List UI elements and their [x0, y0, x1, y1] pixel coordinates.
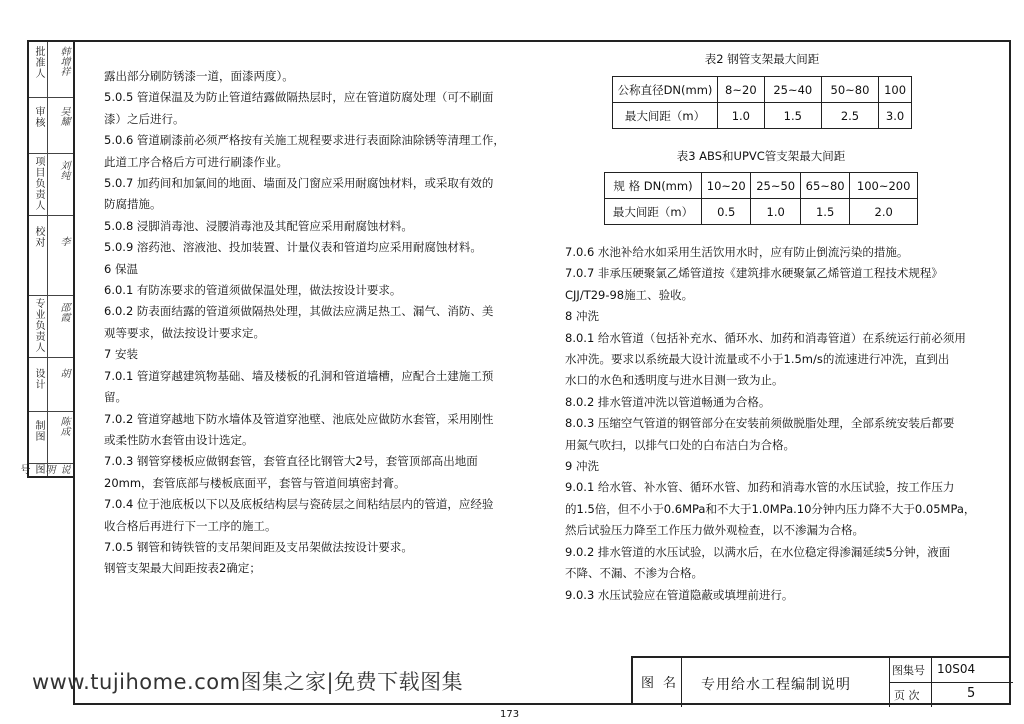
sidebar-row-review [29, 98, 73, 154]
text-line: 9.0.3 水压试验应在管道隐蔽或填埋前进行。 [565, 587, 794, 602]
text-line: 5.0.6 管道刷漆前必须严格按有关施工规程要求进行表面除油除锈等清理工作， [104, 133, 505, 148]
text-line: 此道工序合格后方可进行刷漆作业。 [104, 154, 288, 169]
text-line: 防腐措施。 [104, 197, 162, 212]
page-label: 页 次 [894, 689, 920, 702]
text-line: 不降、不漏、不渗为合格。 [565, 566, 703, 581]
table-cell: 50~80 [821, 77, 878, 103]
table2-header-row [613, 77, 912, 103]
sidebar-row-discipline-lead [29, 296, 73, 358]
table-cell: 8~20 [718, 77, 765, 103]
page-number-box: 5 [967, 686, 976, 701]
sidebar-signature: 说明 [43, 464, 69, 474]
text-line: 7.0.6 水池补给水如采用生活饮用水时，应有防止倒流污染的措施。 [565, 245, 909, 259]
text-line: 漆）之后进行。 [104, 111, 185, 126]
signature-sidebar [18, 40, 73, 478]
table2 [612, 76, 912, 129]
table-cell: 1.0 [718, 103, 765, 129]
table-cell: 100 [879, 77, 912, 103]
table-cell: 最大间距（m） [605, 199, 702, 225]
text-line: 然后试验压力降至工作压力做外观检查，以不渗漏为合格。 [565, 523, 864, 538]
table-cell: 公称直径DN(mm) [613, 77, 718, 103]
text-line: 水口的水色和透明度与进水目测一致为止。 [565, 373, 784, 388]
divider [681, 658, 682, 707]
text-line: 7.0.4 位于池底板以下以及底板结构层与瓷砖层之间粘结层内的管道，应经验 [104, 497, 494, 512]
text-line: 水冲洗。要求以系统最大设计流量或不小于1.5m/s的流速进行冲洗，直到出 [565, 352, 950, 367]
sidebar-signature: 陈成 [58, 416, 69, 436]
sidebar-signature: 胡 [58, 368, 69, 378]
text-line: 7.0.7 非承压硬聚氯乙烯管道按《建筑排水硬聚氯乙烯管道工程技术规程》 [565, 266, 943, 281]
text-line: 8.0.1 给水管道（包括补充水、循环水、加药和消毒管道）在系统运行前必须用 [565, 330, 966, 345]
table3 [604, 172, 918, 225]
text-line: 5.0.7 加药间和加氯间的地面、墙面及门窗应采用耐腐蚀材料，或采取有效的 [104, 176, 494, 191]
table2-value-row [613, 103, 912, 129]
sidebar-label: 专业负责人 [33, 298, 44, 353]
table-cell: 3.0 [879, 103, 912, 129]
sidebar-label: 批准人 [33, 46, 44, 79]
sidebar-label: 设计 [33, 368, 44, 390]
text-line: 钢管支架最大间距按表2确定； [104, 561, 261, 576]
text-line: 6.0.1 有防冻要求的管道须做保温处理，做法按设计要求。 [104, 283, 402, 298]
text-line: 5.0.8 浸脚消毒池、浸腰消毒池及其配管应采用耐腐蚀材料。 [104, 218, 413, 233]
atlas-number-label: 图集号 [892, 664, 925, 677]
text-line: 收合格后再进行下一工序的施工。 [104, 518, 277, 533]
sidebar-label: 校对 [33, 226, 44, 248]
text-line: 的1.5倍，但不小于0.6MPa和不大于1.0MPa.10分钟内压力降不大于0.05MPa， [565, 501, 976, 516]
table3-title: 表3 ABS和UPVC管支架最大间距 [676, 149, 846, 163]
text-line: 7.0.5 钢管和铸铁管的支吊架间距及支吊架做法按设计要求。 [104, 539, 413, 554]
text-line: 8.0.3 压缩空气管道的钢管部分在安装前须做脱脂处理，全部系统安装后都要 [565, 416, 955, 431]
text-line: 9.0.1 给水管、补水管、循环水管、加药和消毒水管的水压试验，按工作压力 [565, 480, 955, 495]
text-line: 5.0.5 管道保温及为防止管道结露做隔热层时，应在管道防腐处理（可不刷面 [104, 90, 494, 105]
table-cell: 10~20 [702, 173, 751, 199]
sidebar-label: 制图 [33, 420, 44, 442]
text-line: CJJ/T29-98施工、验收。 [565, 287, 694, 302]
table3-header-row [605, 173, 918, 199]
table-cell: 2.5 [821, 103, 878, 129]
sidebar-row-drawing-no [18, 464, 73, 478]
table-cell: 25~50 [751, 173, 800, 199]
sidebar-row-draw [29, 412, 73, 464]
atlas-number: 10S04 [937, 662, 976, 676]
text-line: 7 安装 [104, 347, 138, 362]
text-line: 露出部分刷防锈漆一道，面漆两度）。 [104, 69, 294, 83]
table-cell: 0.5 [702, 199, 751, 225]
table-cell: 规 格 DN(mm) [605, 173, 702, 199]
text-line: 8 冲洗 [565, 309, 599, 324]
drawing-title: 专用给水工程编制说明 [701, 677, 851, 693]
text-line: 9.0.2 排水管道的水压试验，以满水后，在水位稳定得渗漏延续5分钟，液面 [565, 544, 951, 559]
left-text-column [104, 66, 524, 580]
sidebar-row-check [29, 216, 73, 296]
page-number: 173 [500, 709, 520, 720]
watermark: www.tujihome.com图集之家|免费下载图集 [32, 670, 464, 694]
title-block [631, 656, 1011, 705]
table-cell: 2.0 [850, 199, 918, 225]
text-line: 或柔性防水套管由设计选定。 [104, 432, 254, 447]
sidebar-signature: 邵霞 [58, 302, 69, 322]
sidebar-row-approve [29, 42, 73, 98]
table-cell: 65~80 [800, 173, 849, 199]
table3-value-row [605, 199, 918, 225]
text-line: 5.0.9 溶药池、溶液池、投加装置、计量仪表和管道均应采用耐腐蚀材料。 [104, 240, 482, 255]
sidebar-signature: 吴耀 [58, 106, 69, 126]
sidebar-signature: 李 [58, 236, 69, 246]
text-line: 6 保温 [104, 261, 138, 276]
sidebar-label: 审核 [33, 106, 44, 128]
title-block-label-tu: 图 [641, 676, 655, 691]
text-line: 用氮气吹扫，以排气口处的白布洁白为合格。 [565, 437, 795, 452]
table-cell: 25~40 [764, 77, 821, 103]
right-text-column [565, 242, 995, 606]
text-line: 7.0.3 钢管穿楼板应做钢套管，套管直径比钢管大2号，套管顶部高出地面 [104, 454, 478, 469]
table-cell: 100~200 [850, 173, 918, 199]
text-line: 6.0.2 防表面结露的管道须做隔热处理，其做法应满足热工、漏气、消防、美 [104, 304, 494, 319]
sidebar-label: 项目负责人 [33, 156, 44, 211]
table-cell: 最大间距（m） [613, 103, 718, 129]
sidebar-signature: 韩增祥 [58, 46, 69, 76]
table-cell: 1.5 [764, 103, 821, 129]
text-line: 9 冲洗 [565, 459, 599, 474]
sidebar-signature: 刘纯 [58, 160, 69, 180]
sidebar-row-project-lead [29, 154, 73, 216]
text-line: 8.0.2 排水管道冲洗以管道畅通为合格。 [565, 394, 771, 409]
text-line: 留。 [104, 390, 127, 405]
divider [889, 682, 1013, 683]
table2-title: 表2 钢管支架最大间距 [704, 52, 820, 66]
text-line: 20mm，套管底部与楼板底面平，套管与管道间填密封膏。 [104, 475, 406, 490]
sidebar-label: 图号 [18, 464, 44, 475]
sidebar-row-design [29, 358, 73, 412]
text-line: 观等要求，做法按设计要求定。 [104, 325, 265, 340]
title-block-label-ming: 名 [663, 676, 677, 691]
table-cell: 1.0 [751, 199, 800, 225]
table-cell: 1.5 [800, 199, 849, 225]
text-line: 7.0.1 管道穿越建筑物基础、墙及楼板的孔洞和管道墙槽，应配合土建施工预 [104, 368, 494, 383]
text-line: 7.0.2 管道穿越地下防水墙体及管道穿池壁、池底处应做防水套管，采用刚性 [104, 411, 494, 426]
